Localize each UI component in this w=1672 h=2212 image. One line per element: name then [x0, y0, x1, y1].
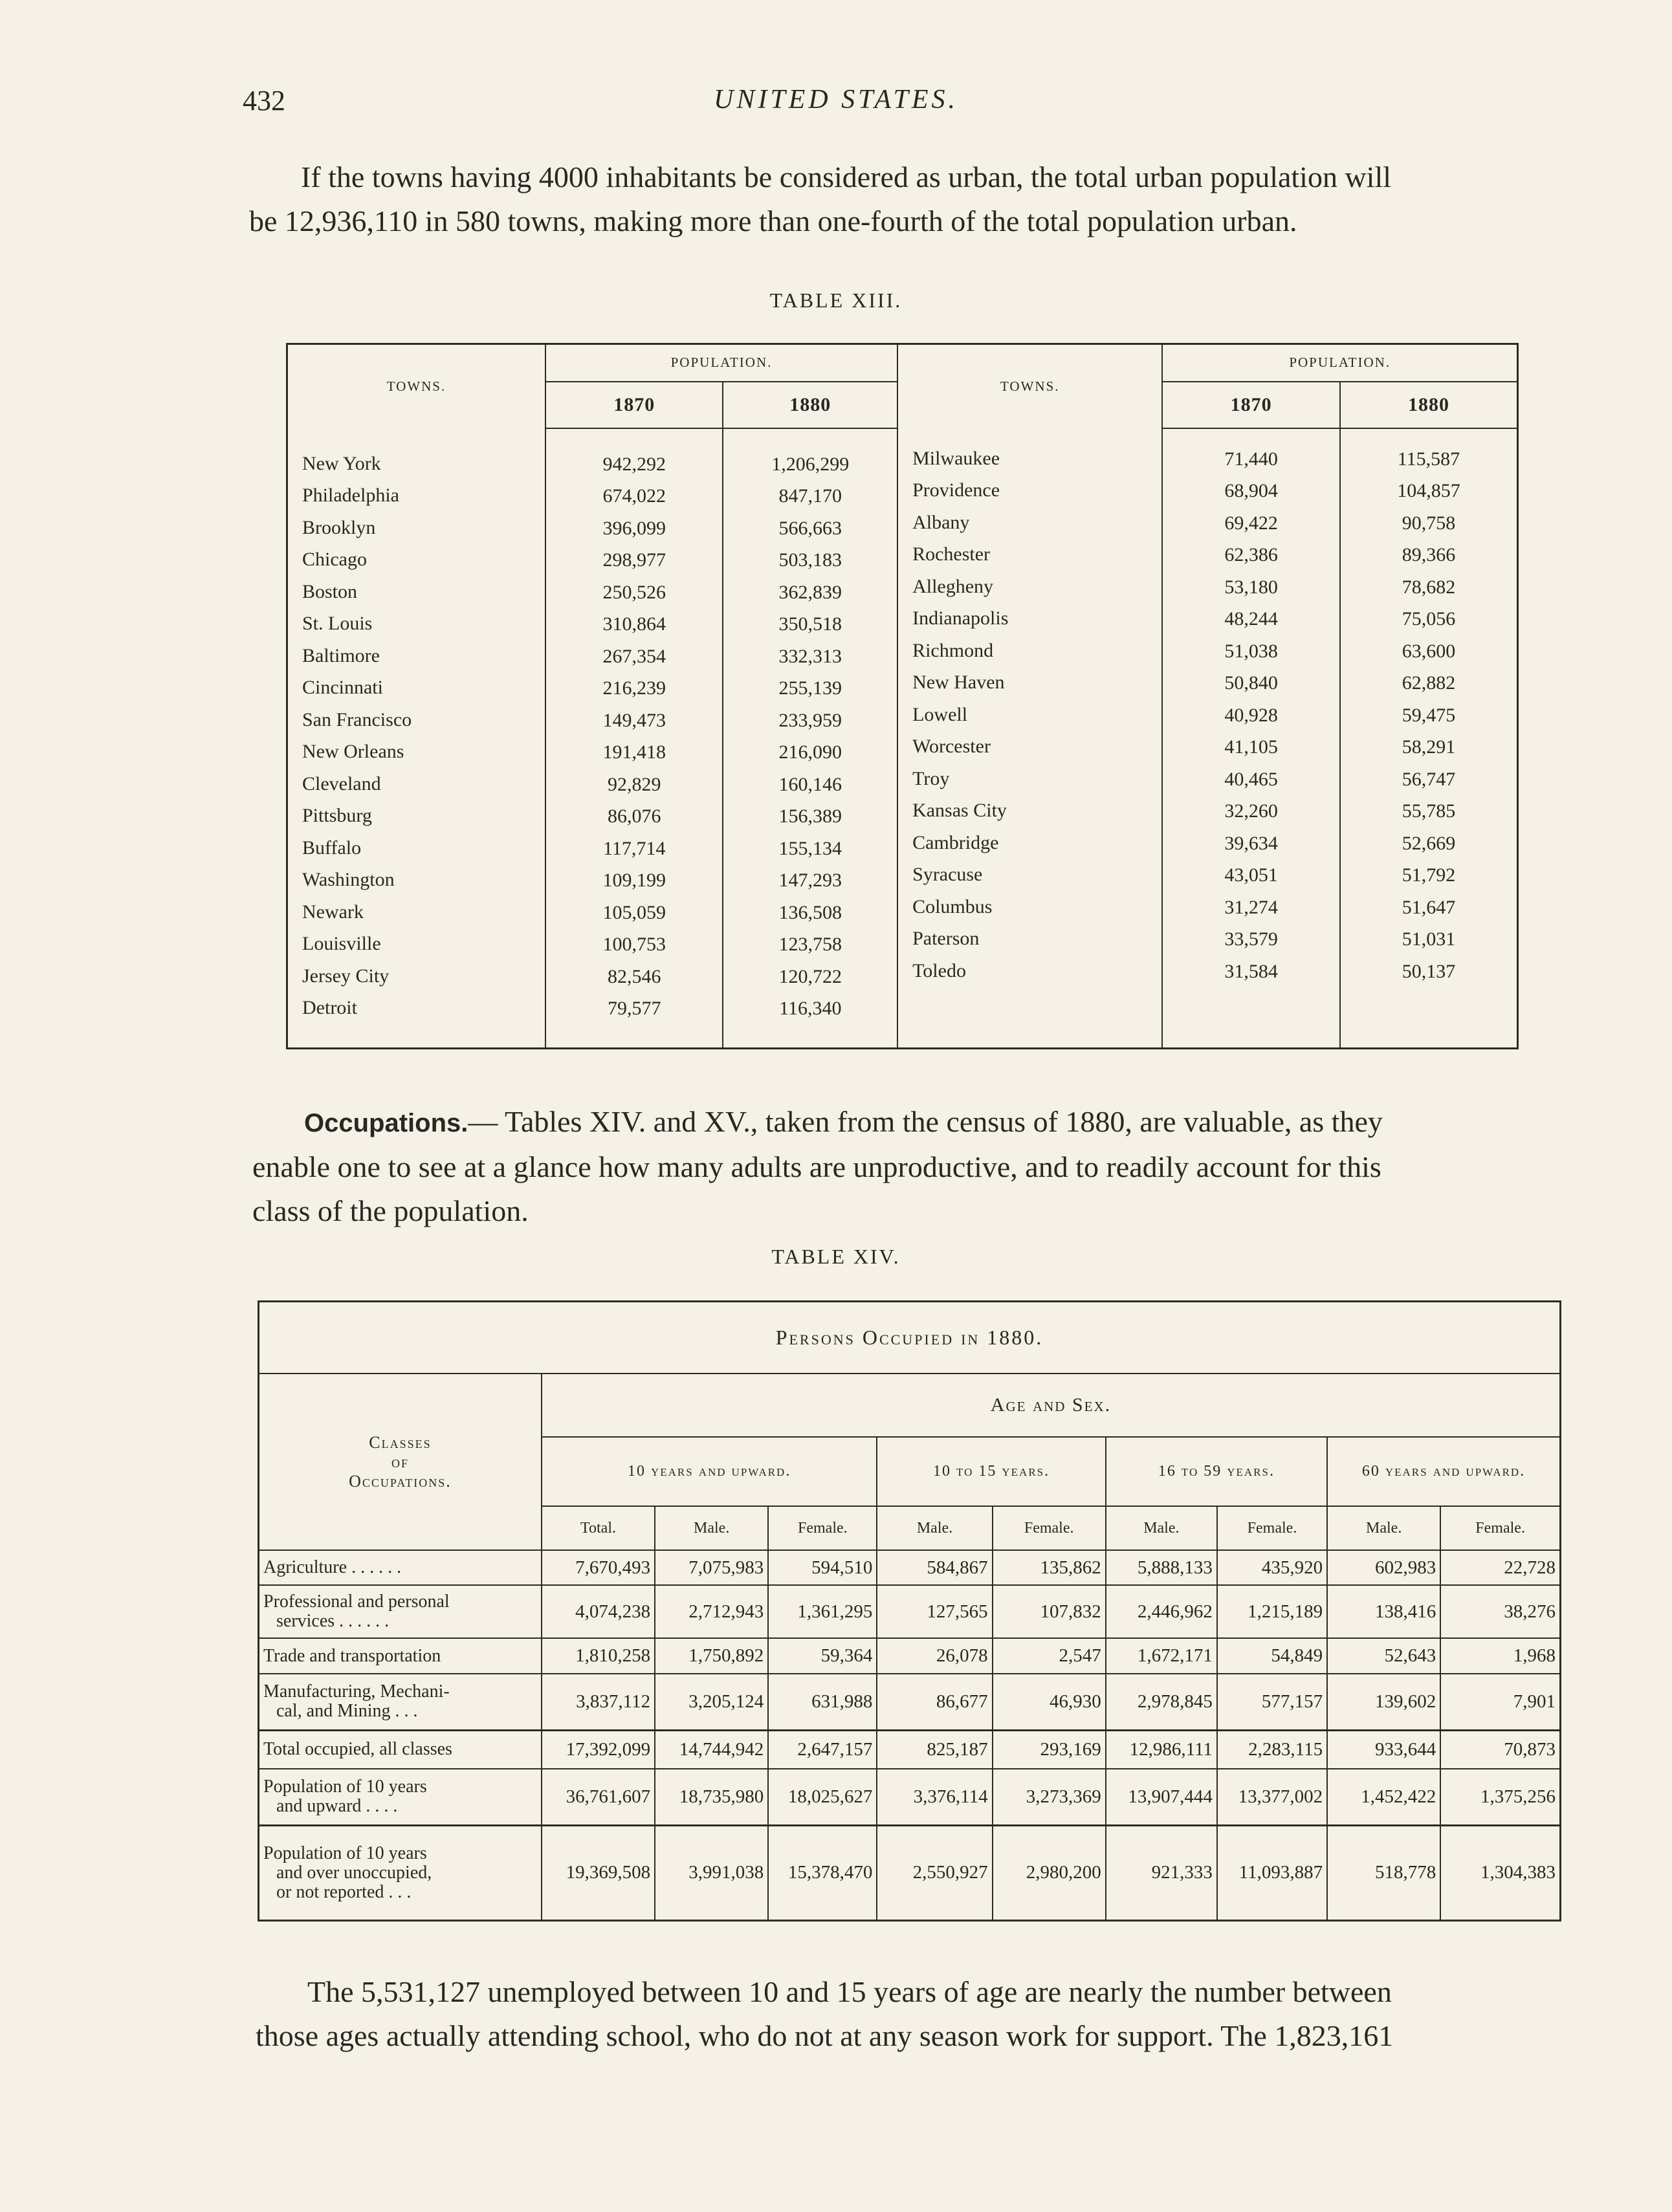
- paragraph-line: [252, 1100, 1566, 1145]
- population-value: 100,753: [602, 934, 666, 955]
- population-value: 32,260: [1224, 800, 1278, 822]
- town-name: Detroit: [302, 997, 357, 1018]
- towns-column: [897, 428, 1162, 1049]
- population-value: 51,031: [1402, 928, 1456, 950]
- population-value: 39,634: [1224, 832, 1278, 854]
- value-cell: 577,157: [1217, 1674, 1327, 1730]
- population-value: 310,864: [602, 613, 666, 635]
- population-value: 136,508: [778, 901, 842, 923]
- population-value: 267,354: [602, 645, 666, 667]
- value-cell: 70,873: [1440, 1730, 1560, 1769]
- table-row: [259, 1825, 1561, 1920]
- value-cell: 138,416: [1327, 1585, 1440, 1638]
- population-value: 233,959: [778, 709, 842, 731]
- town-name: New Haven: [912, 672, 1005, 693]
- value-cell: 107,832: [993, 1585, 1106, 1638]
- value-cell: 5,888,133: [1106, 1550, 1217, 1586]
- value-cell: 22,728: [1440, 1550, 1560, 1586]
- population-value: 82,546: [607, 965, 661, 987]
- population-value: 92,829: [607, 773, 661, 795]
- classes-header-line: Occupations.: [349, 1471, 452, 1491]
- population-value: 62,386: [1224, 544, 1278, 565]
- town-name: Baltimore: [302, 644, 380, 666]
- table-row: [259, 1769, 1561, 1825]
- population-value: 78,682: [1402, 576, 1456, 598]
- value-cell: 3,376,114: [877, 1769, 992, 1825]
- value-cell: 2,980,200: [993, 1825, 1106, 1920]
- population-value: 69,422: [1224, 512, 1278, 534]
- value-cell: 1,361,295: [768, 1585, 877, 1638]
- year-header: 1880: [723, 382, 897, 428]
- table-caption: TABLE XIII.: [769, 289, 903, 312]
- table-row: [259, 1730, 1561, 1769]
- value-cell: 602,983: [1327, 1550, 1440, 1586]
- row-label-line: cal, and Mining . . .: [276, 1701, 418, 1722]
- population-value: 51,792: [1402, 864, 1456, 886]
- pop-1880-column: [723, 428, 897, 1049]
- year-header: 1880: [1340, 382, 1518, 428]
- value-cell: 7,901: [1440, 1674, 1560, 1730]
- row-label-line: Agriculture . . . . . .: [263, 1557, 402, 1578]
- population-value: 56,747: [1402, 768, 1456, 790]
- town-name: Richmond: [912, 639, 994, 661]
- population-value: 566,663: [778, 517, 842, 539]
- pop-1870-column: [1162, 428, 1339, 1049]
- population-value: 191,418: [602, 741, 666, 763]
- town-name: Brooklyn: [302, 516, 376, 538]
- subheader-cell: Female.: [1217, 1506, 1327, 1550]
- population-value: 71,440: [1224, 448, 1278, 470]
- population-value: 396,099: [602, 517, 666, 539]
- row-label-line: and upward . . . .: [276, 1796, 398, 1817]
- closing-paragraph: [256, 1970, 1569, 2058]
- value-cell: 11,093,887: [1217, 1825, 1327, 1920]
- value-cell: 52,643: [1327, 1638, 1440, 1674]
- value-cell: 2,712,943: [655, 1585, 768, 1638]
- value-cell: 293,169: [993, 1730, 1106, 1769]
- population-value: 105,059: [602, 901, 666, 923]
- population-value: 155,134: [778, 837, 842, 859]
- population-value: 33,579: [1224, 928, 1278, 950]
- town-name: Rochester: [912, 543, 991, 565]
- town-name: New Orleans: [302, 741, 404, 762]
- town-name: Buffalo: [302, 837, 362, 859]
- population-value: 31,274: [1224, 896, 1278, 918]
- towns-header: TOWNS.: [287, 344, 545, 428]
- population-value: 43,051: [1224, 864, 1278, 886]
- population-value: 50,137: [1402, 960, 1456, 982]
- population-value: 89,366: [1402, 544, 1456, 565]
- value-cell: 1,750,892: [655, 1638, 768, 1674]
- population-value: 674,022: [602, 485, 666, 507]
- value-cell: 19,369,508: [542, 1825, 655, 1920]
- paragraph-line: If the towns having 4000 inhabitants be considered as urban, the total urban population will: [301, 160, 1392, 193]
- value-cell: 7,075,983: [655, 1550, 768, 1586]
- table-title: Persons Occupied in 1880.: [259, 1302, 1561, 1374]
- value-cell: 15,378,470: [768, 1825, 877, 1920]
- subheader-cell: Female.: [768, 1506, 877, 1550]
- intro-paragraph: [249, 155, 1563, 243]
- town-name: Milwaukee: [912, 447, 1000, 469]
- value-cell: 1,375,256: [1440, 1769, 1560, 1825]
- value-cell: 3,273,369: [993, 1769, 1106, 1825]
- value-cell: 139,602: [1327, 1674, 1440, 1730]
- table-row: [259, 1585, 1561, 1638]
- value-cell: 7,670,493: [542, 1550, 655, 1586]
- town-name: Chicago: [302, 549, 367, 570]
- row-label: [259, 1825, 542, 1920]
- population-value: 75,056: [1402, 608, 1456, 630]
- running-head: UNITED STATES.: [713, 85, 959, 115]
- population-value: 63,600: [1402, 640, 1456, 662]
- population-value: 104,857: [1397, 480, 1460, 501]
- value-cell: 26,078: [877, 1638, 992, 1674]
- town-name: New York: [302, 452, 381, 474]
- value-cell: 4,074,238: [542, 1585, 655, 1638]
- value-cell: 2,647,157: [768, 1730, 877, 1769]
- subheader-cell: Female.: [1440, 1506, 1560, 1550]
- year-header: 1870: [1162, 382, 1339, 428]
- row-label-line: Manufacturing, Mechani-: [263, 1681, 450, 1702]
- value-cell: 631,988: [768, 1674, 877, 1730]
- row-label: [259, 1638, 542, 1674]
- population-value: 55,785: [1402, 800, 1456, 822]
- population-value: 160,146: [778, 773, 842, 795]
- value-cell: 13,377,002: [1217, 1769, 1327, 1825]
- population-value: 332,313: [778, 645, 842, 667]
- population-value: 255,139: [778, 677, 842, 699]
- population-value: 156,389: [778, 805, 842, 827]
- town-name: Kansas City: [912, 800, 1007, 821]
- classes-header-line: Classes: [369, 1432, 432, 1452]
- town-name: San Francisco: [302, 708, 412, 730]
- value-cell: 2,446,962: [1106, 1585, 1217, 1638]
- population-value: 68,904: [1224, 480, 1278, 501]
- town-name: Indianapolis: [912, 608, 1009, 629]
- population-value: 53,180: [1224, 576, 1278, 598]
- row-label: [259, 1674, 542, 1730]
- table-row: [259, 1674, 1561, 1730]
- age-sex-header: Age and Sex.: [542, 1374, 1561, 1437]
- population-value: 51,038: [1224, 640, 1278, 662]
- town-name: Cambridge: [912, 831, 999, 853]
- population-value: 90,758: [1402, 512, 1456, 534]
- population-header: POPULATION.: [1162, 344, 1517, 382]
- population-value: 59,475: [1402, 704, 1456, 726]
- population-value: 50,840: [1224, 672, 1278, 694]
- row-label-line: and over unoccupied,: [276, 1862, 432, 1883]
- value-cell: 1,968: [1440, 1638, 1560, 1674]
- town-name: Jersey City: [302, 965, 390, 987]
- population-value: 147,293: [778, 870, 842, 891]
- population-value: 115,587: [1397, 448, 1460, 470]
- population-value: 40,465: [1224, 768, 1278, 790]
- paragraph-line: enable one to see at a glance how many adults are unproductive, and to readily account for this: [252, 1150, 1381, 1183]
- pop-1880-column: [1340, 428, 1518, 1049]
- row-label: [259, 1769, 542, 1825]
- towns-header: TOWNS.: [897, 344, 1162, 428]
- population-value: 123,758: [778, 934, 842, 955]
- paragraph-line: those ages actually attending school, who do not at any season work for support. The 1,823,161: [256, 2019, 1394, 2052]
- town-name: St. Louis: [302, 613, 373, 634]
- town-name: Providence: [912, 479, 1000, 501]
- value-cell: 3,991,038: [655, 1825, 768, 1920]
- row-label: [259, 1585, 542, 1638]
- value-cell: 17,392,099: [542, 1730, 655, 1769]
- population-value: 350,518: [778, 613, 842, 635]
- town-name: Pittsburg: [302, 805, 372, 826]
- town-name: Syracuse: [912, 864, 983, 885]
- town-name: Columbus: [912, 895, 993, 917]
- town-name: Louisville: [302, 933, 381, 954]
- population-value: 109,199: [602, 870, 666, 891]
- classes-header: [259, 1374, 542, 1550]
- town-name: Cleveland: [302, 772, 381, 794]
- population-value: 298,977: [602, 549, 666, 571]
- population-value: 117,714: [603, 837, 666, 859]
- occupations-paragraph: [252, 1100, 1566, 1233]
- row-label-line: Professional and personal: [263, 1592, 450, 1612]
- value-cell: 594,510: [768, 1550, 877, 1586]
- town-name: Washington: [302, 869, 395, 890]
- value-cell: 46,930: [993, 1674, 1106, 1730]
- table-xiii: [286, 343, 1519, 1049]
- population-value: 216,239: [602, 677, 666, 699]
- towns-column: [287, 428, 545, 1049]
- paragraph-text: — Tables XIV. and XV., taken from the census of 1880, are valuable, as they: [468, 1105, 1383, 1138]
- value-cell: 14,744,942: [655, 1730, 768, 1769]
- town-name: Albany: [912, 511, 970, 533]
- value-cell: 127,565: [877, 1585, 992, 1638]
- subheader-cell: Male.: [655, 1506, 768, 1550]
- subheader-cell: Male.: [877, 1506, 992, 1550]
- value-cell: 1,304,383: [1440, 1825, 1560, 1920]
- row-label-line: Trade and transportation: [263, 1645, 441, 1666]
- value-cell: 12,986,111: [1106, 1730, 1217, 1769]
- row-label: [259, 1550, 542, 1586]
- value-cell: 18,735,980: [655, 1769, 768, 1825]
- value-cell: 86,677: [877, 1674, 992, 1730]
- population-value: 250,526: [602, 581, 666, 603]
- subheader-cell: Total.: [542, 1506, 655, 1550]
- value-cell: 435,920: [1217, 1550, 1327, 1586]
- population-value: 79,577: [607, 998, 661, 1019]
- population-value: 120,722: [778, 965, 842, 987]
- row-label: [259, 1730, 542, 1769]
- value-cell: 1,810,258: [542, 1638, 655, 1674]
- group-header: 60 years and upward.: [1327, 1437, 1560, 1506]
- population-value: 40,928: [1224, 704, 1278, 726]
- pop-1870-column: [545, 428, 723, 1049]
- group-header: 16 to 59 years.: [1106, 1437, 1327, 1506]
- value-cell: 3,205,124: [655, 1674, 768, 1730]
- value-cell: 1,452,422: [1327, 1769, 1440, 1825]
- population-value: 1,206,299: [771, 453, 850, 475]
- subheader-cell: Male.: [1327, 1506, 1440, 1550]
- population-value: 41,105: [1224, 736, 1278, 758]
- page-number: 432: [243, 85, 285, 116]
- population-value: 503,183: [778, 549, 842, 571]
- town-name: Boston: [302, 580, 358, 602]
- town-name: Philadelphia: [302, 485, 399, 506]
- population-value: 116,340: [779, 998, 842, 1019]
- year-header: 1870: [545, 382, 723, 428]
- classes-header-line: of: [391, 1452, 409, 1471]
- value-cell: 59,364: [768, 1638, 877, 1674]
- subheader-cell: Male.: [1106, 1506, 1217, 1550]
- value-cell: 135,862: [993, 1550, 1106, 1586]
- value-cell: 3,837,112: [542, 1674, 655, 1730]
- town-name: Paterson: [912, 928, 980, 949]
- value-cell: 1,672,171: [1106, 1638, 1217, 1674]
- value-cell: 933,644: [1327, 1730, 1440, 1769]
- population-value: 52,669: [1402, 832, 1456, 854]
- population-value: 216,090: [778, 741, 842, 763]
- population-value: 942,292: [602, 453, 666, 475]
- town-name: Toledo: [912, 959, 966, 981]
- row-label-line: or not reported . . .: [276, 1881, 412, 1902]
- population-header: POPULATION.: [545, 344, 897, 382]
- population-value: 847,170: [778, 485, 842, 507]
- value-cell: 2,283,115: [1217, 1730, 1327, 1769]
- population-value: 149,473: [602, 709, 666, 731]
- population-value: 31,584: [1224, 960, 1278, 982]
- row-label-line: Total occupied, all classes: [263, 1739, 452, 1760]
- group-header: 10 to 15 years.: [877, 1437, 1105, 1506]
- population-value: 48,244: [1224, 608, 1278, 630]
- value-cell: 921,333: [1106, 1825, 1217, 1920]
- population-value: 362,839: [778, 581, 842, 603]
- group-header: 10 years and upward.: [542, 1437, 877, 1506]
- value-cell: 1,215,189: [1217, 1585, 1327, 1638]
- table-caption: TABLE XIV.: [771, 1245, 901, 1268]
- subheader-cell: Female.: [993, 1506, 1106, 1550]
- value-cell: 2,978,845: [1106, 1674, 1217, 1730]
- value-cell: 38,276: [1440, 1585, 1560, 1638]
- row-label-line: Population of 10 years: [263, 1843, 427, 1863]
- row-label-line: Population of 10 years: [263, 1777, 427, 1797]
- population-value: 86,076: [607, 805, 661, 827]
- value-cell: 584,867: [877, 1550, 992, 1586]
- runin-heading: Occupations.: [304, 1109, 468, 1137]
- paragraph-line: class of the population.: [252, 1194, 529, 1227]
- value-cell: 54,849: [1217, 1638, 1327, 1674]
- population-value: 51,647: [1402, 896, 1456, 918]
- paragraph-line: The 5,531,127 unemployed between 10 and 15 years of age are nearly the number between: [307, 1975, 1392, 2008]
- value-cell: 518,778: [1327, 1825, 1440, 1920]
- paragraph-line: be 12,936,110 in 580 towns, making more than one-fourth of the total population urban.: [249, 204, 1297, 237]
- value-cell: 13,907,444: [1106, 1769, 1217, 1825]
- town-name: Troy: [912, 767, 950, 789]
- table-row: [259, 1550, 1561, 1586]
- row-label-line: services . . . . . .: [276, 1611, 390, 1632]
- population-value: 58,291: [1402, 736, 1456, 758]
- town-name: Worcester: [912, 736, 991, 757]
- value-cell: 825,187: [877, 1730, 992, 1769]
- value-cell: 2,550,927: [877, 1825, 992, 1920]
- value-cell: 2,547: [993, 1638, 1106, 1674]
- town-name: Cincinnati: [302, 677, 383, 698]
- town-name: Allegheny: [912, 575, 994, 597]
- town-name: Newark: [302, 901, 364, 923]
- table-row: [259, 1638, 1561, 1674]
- population-value: 62,882: [1402, 672, 1456, 694]
- table-xiv: [258, 1300, 1561, 1922]
- value-cell: 36,761,607: [542, 1769, 655, 1825]
- town-name: Lowell: [912, 703, 968, 725]
- value-cell: 18,025,627: [768, 1769, 877, 1825]
